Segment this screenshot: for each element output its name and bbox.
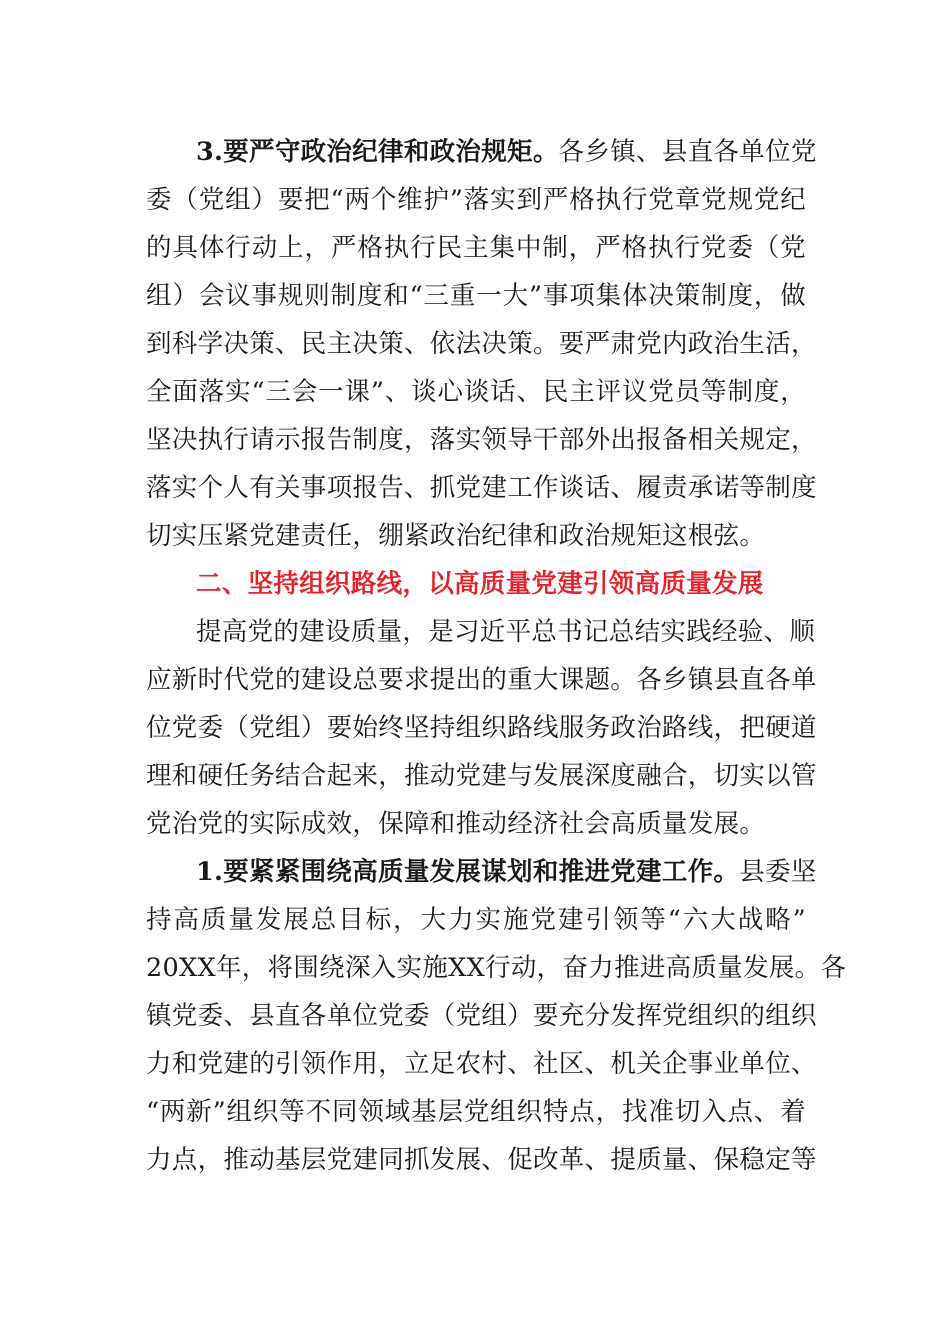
section3-line: 组）会议事规则制度和“三重一大”事项集体决策制度，做 <box>146 281 806 311</box>
section3-lead-bold: 3.要严守政治纪律和政治规矩。 <box>196 137 559 167</box>
section1-lead-line <box>196 852 817 892</box>
intro-line: 应新时代党的建设总要求提出的重大课题。各乡镇县直各单 <box>146 665 817 695</box>
section1-line: 镇党委、县直各单位党委（党组）要充分发挥党组织的组织 <box>146 1001 817 1031</box>
section3-line: 落实个人有关事项报告、抓党建工作谈话、履责承诺等制度 <box>146 473 817 503</box>
intro-line: 理和硬任务结合起来，推动党建与发展深度融合，切实以管 <box>146 761 817 791</box>
intro-line: 位党委（党组）要始终坚持组织路线服务政治路线，把硬道 <box>146 713 817 743</box>
section3-lead-rest: 各乡镇、县直各单位党 <box>558 137 817 167</box>
section1-line: 20XX年，将围绕深入实施XX行动，奋力推进高质量发展。各 <box>146 953 847 983</box>
section1-lead-rest: 县委坚 <box>739 857 817 887</box>
section3-line: 的具体行动上，严格执行民主集中制，严格执行党委（党 <box>146 233 806 263</box>
section3-line: 全面落实“三会一课”、谈心谈话、民主评议党员等制度， <box>146 377 806 407</box>
section3-line: 委（党组）要把“两个维护”落实到严格执行党章党规党纪 <box>146 185 806 215</box>
section3-lead-line <box>196 132 817 172</box>
section1-line: 力点，推动基层党建同抓发展、促改革、提质量、保稳定等 <box>146 1145 817 1175</box>
section-heading-2: 二、坚持组织路线，以高质量党建引领高质量发展 <box>196 569 764 599</box>
intro-first-line: 提高党的建设质量，是习近平总书记总结实践经验、顺 <box>196 617 816 647</box>
section1-lead-bold: 1.要紧紧围绕高质量发展谋划和推进党建工作。 <box>196 857 740 887</box>
section3-line: 到科学决策、民主决策、依法决策。要严肃党内政治生活， <box>146 329 817 359</box>
section3-line: 坚决执行请示报告制度，落实领导干部外出报备相关规定， <box>146 425 817 455</box>
intro-line: 党治党的实际成效，保障和推动经济社会高质量发展。 <box>146 809 766 839</box>
section1-line: 力和党建的引领作用，立足农村、社区、机关企事业单位、 <box>146 1049 817 1079</box>
section1-line: 持高质量发展总目标，大力实施党建引领等“六大战略” <box>146 905 806 935</box>
section1-line: “两新”组织等不同领域基层党组织特点，找准切入点、着 <box>146 1097 806 1127</box>
section3-line: 切实压紧党建责任，绷紧政治纪律和政治规矩这根弦。 <box>146 521 766 551</box>
